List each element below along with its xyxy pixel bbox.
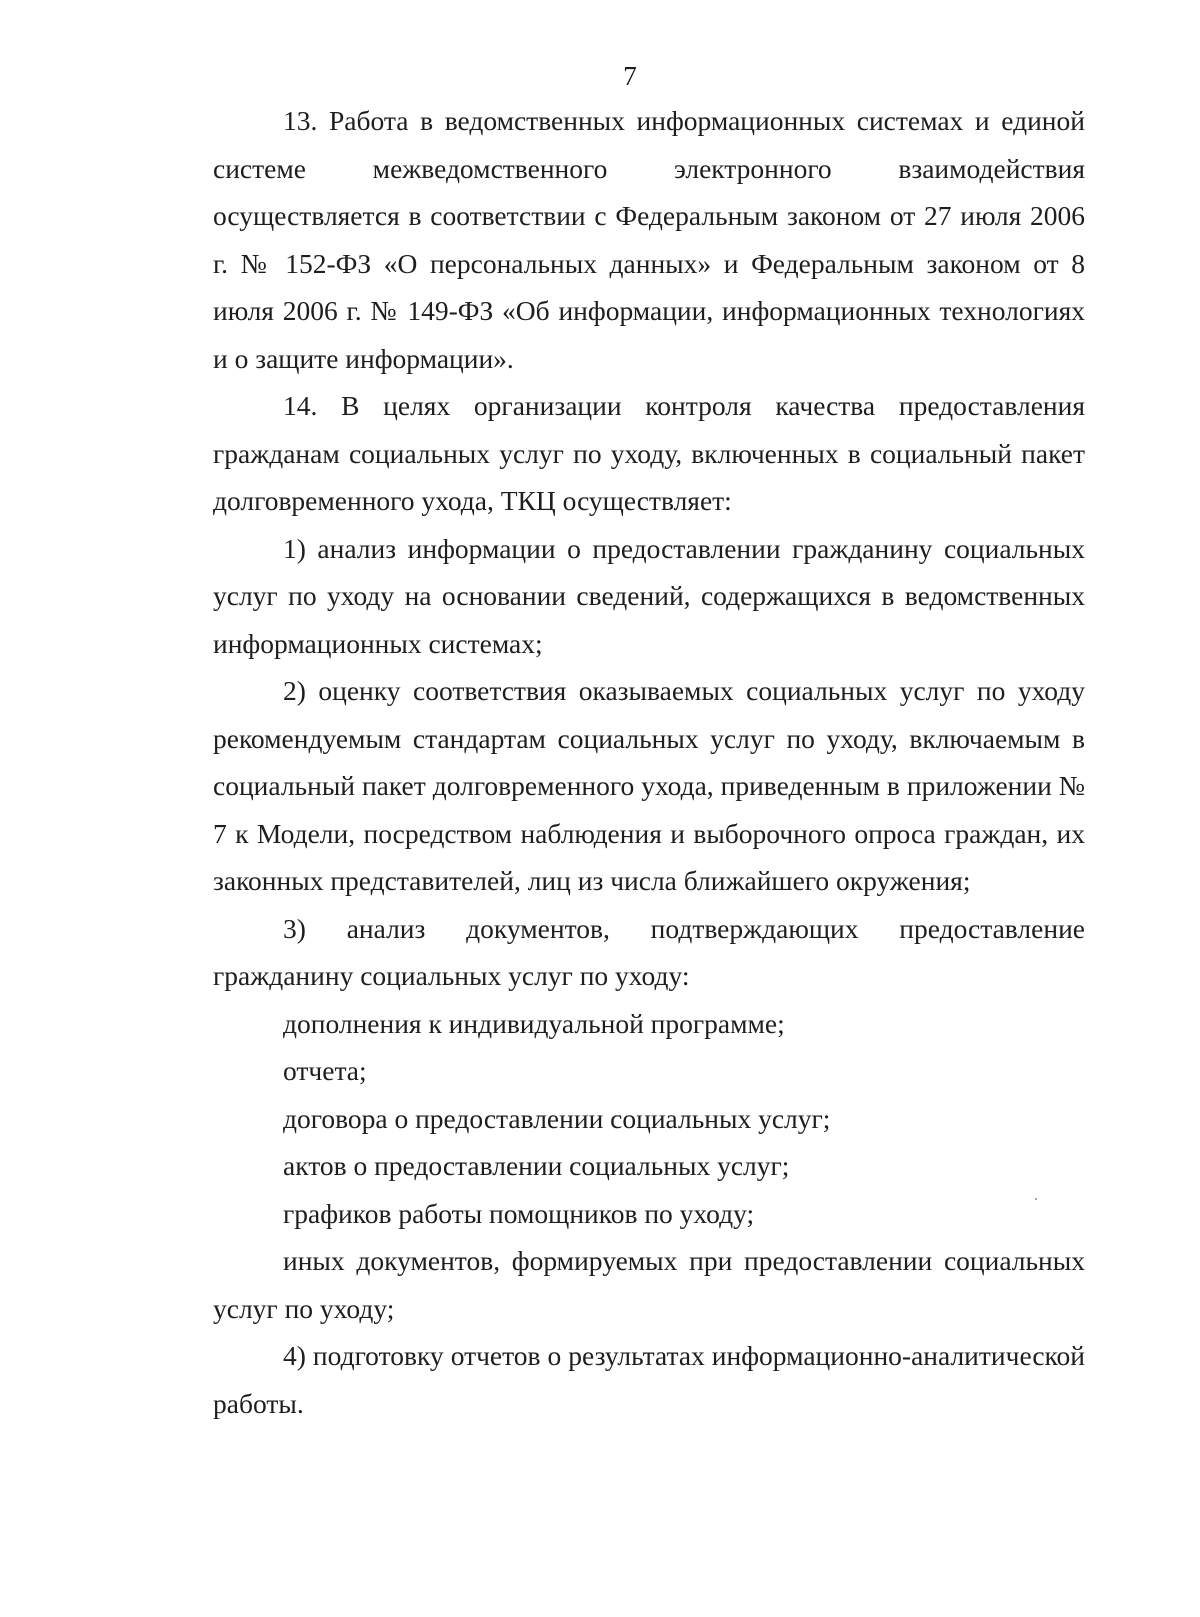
page-number: 7 bbox=[623, 60, 637, 91]
paragraph-14-item-4: 4) подготовку отчетов о результатах информационно-аналитической работы. bbox=[213, 1340, 1085, 1419]
paragraph-13: 13. Работа в ведомственных информационных системах и единой системе межведомственного электронного взаимодействия осуществляется в соответствии с Федеральным законом от 27 июля 2006 г. № 152-ФЗ «О персональных данных» и Федеральным законом от 8 июля 2006 г. № 149-ФЗ «Об информации, информационных технологиях и о защите информации». bbox=[213, 105, 1085, 374]
document-list-item: графиков работы помощников по уходу; bbox=[283, 1197, 755, 1229]
scan-speck bbox=[1035, 1198, 1037, 1200]
document-list-item: отчета; bbox=[283, 1055, 367, 1086]
document-list-item: иных документов, формируемых при предоставлении социальных услуг по уходу; bbox=[213, 1245, 1085, 1324]
paragraph-14-intro: 14. В целях организации контроля качества предоставления гражданам социальных услуг по уходу, включенных в социальный пакет долговременного ухода, ТКЦ осуществляет: bbox=[213, 390, 1085, 516]
paragraph-14-item-2: 2) оценку соответствия оказываемых социальных услуг по уходу рекомендуемым стандартам социальных услуг по уходу, включаемым в социальный пакет долговременного ухода, приведенным в приложении № 7 к Модели, посредством наблюдения и выборочного опроса граждан, их законных представителей, лиц из числа ближайшего окружения; bbox=[213, 675, 1085, 896]
document-list-item: актов о предоставлении социальных услуг; bbox=[283, 1150, 790, 1181]
document-list-item: договора о предоставлении социальных услуг; bbox=[283, 1102, 831, 1134]
document-list-item: дополнения к индивидуальной программе; bbox=[283, 1007, 785, 1039]
document-body bbox=[213, 97, 1085, 1427]
paragraph-14-item-3: 3) анализ документов, подтверждающих предоставление гражданину социальных услуг по уходу: bbox=[213, 912, 1085, 991]
paragraph-14-item-1: 1) анализ информации о предоставлении гражданину социальных услуг по уходу на основании сведений, содержащихся в ведомственных информационных системах; bbox=[213, 532, 1085, 659]
